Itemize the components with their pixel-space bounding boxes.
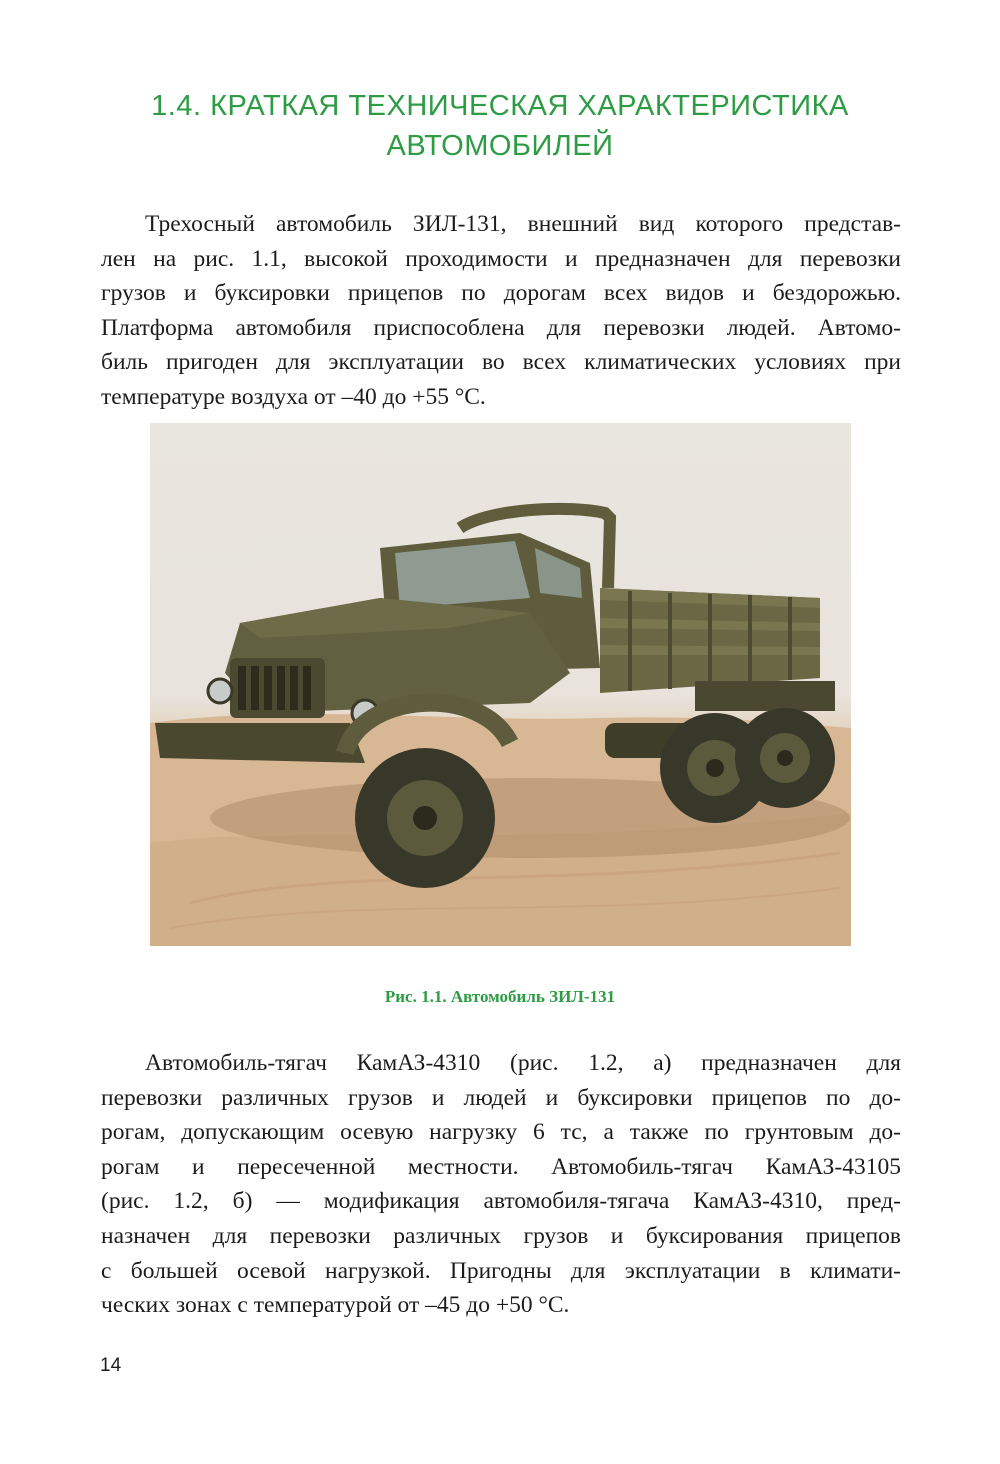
paragraph-line: Платформа автомобиля приспособлена для перевозки людей. Автомо- xyxy=(101,314,901,341)
paragraph-line: назначен для перевозки различных грузов и буксирования прицепов xyxy=(101,1222,901,1249)
figure-caption: Рис. 1.1. Автомобиль ЗИЛ-131 xyxy=(384,987,616,1006)
paragraph-line: ческих зонах с температурой от –45 до +50 °С. xyxy=(101,1292,570,1319)
page-number: 14 xyxy=(100,1355,122,1376)
paragraph-line: Трехосный автомобиль ЗИЛ-131, внешний вид которого представ- xyxy=(145,211,901,237)
paragraph-line: рогам, допускающим осевую нагрузку 6 тс, а также по грунтовым до- xyxy=(101,1119,901,1146)
paragraph-kamaz xyxy=(101,1046,901,1323)
section-heading-line-2: АВТОМОБИЛЕЙ xyxy=(386,130,614,162)
paragraph-line: грузов и буксировки прицепов по дорогам всех видов и бездорожью. xyxy=(101,280,901,307)
section-heading-line-1: 1.4. КРАТКАЯ ТЕХНИЧЕСКАЯ ХАРАКТЕРИСТИКА xyxy=(151,90,849,122)
truck-icon xyxy=(150,423,851,946)
paragraph-line: температуре воздуха от –40 до +55 °С. xyxy=(101,383,486,410)
paragraph-line: рогам и пересеченной местности. Автомобиль-тягач КамАЗ-43105 xyxy=(101,1153,901,1180)
paragraph-line: (рис. 1.2, б) — модификация автомобиля-тягача КамАЗ-4310, пред- xyxy=(101,1188,901,1215)
paragraph-line: Автомобиль-тягач КамАЗ-4310 (рис. 1.2, а) предназначен для xyxy=(145,1050,901,1076)
paragraph-line: лен на рис. 1.1, высокой проходимости и предназначен для перевозки xyxy=(101,245,901,272)
section-heading xyxy=(100,86,900,166)
paragraph-zil131 xyxy=(101,207,901,415)
paragraph-line: с большей осевой нагрузкой. Пригодны для эксплуатации в климати- xyxy=(101,1257,901,1284)
paragraph-line: биль пригоден для эксплуатации во всех климатических условиях при xyxy=(101,349,901,376)
truck-illustration xyxy=(150,423,851,946)
paragraph-line: перевозки различных грузов и людей и буксировки прицепов по до- xyxy=(101,1084,901,1111)
